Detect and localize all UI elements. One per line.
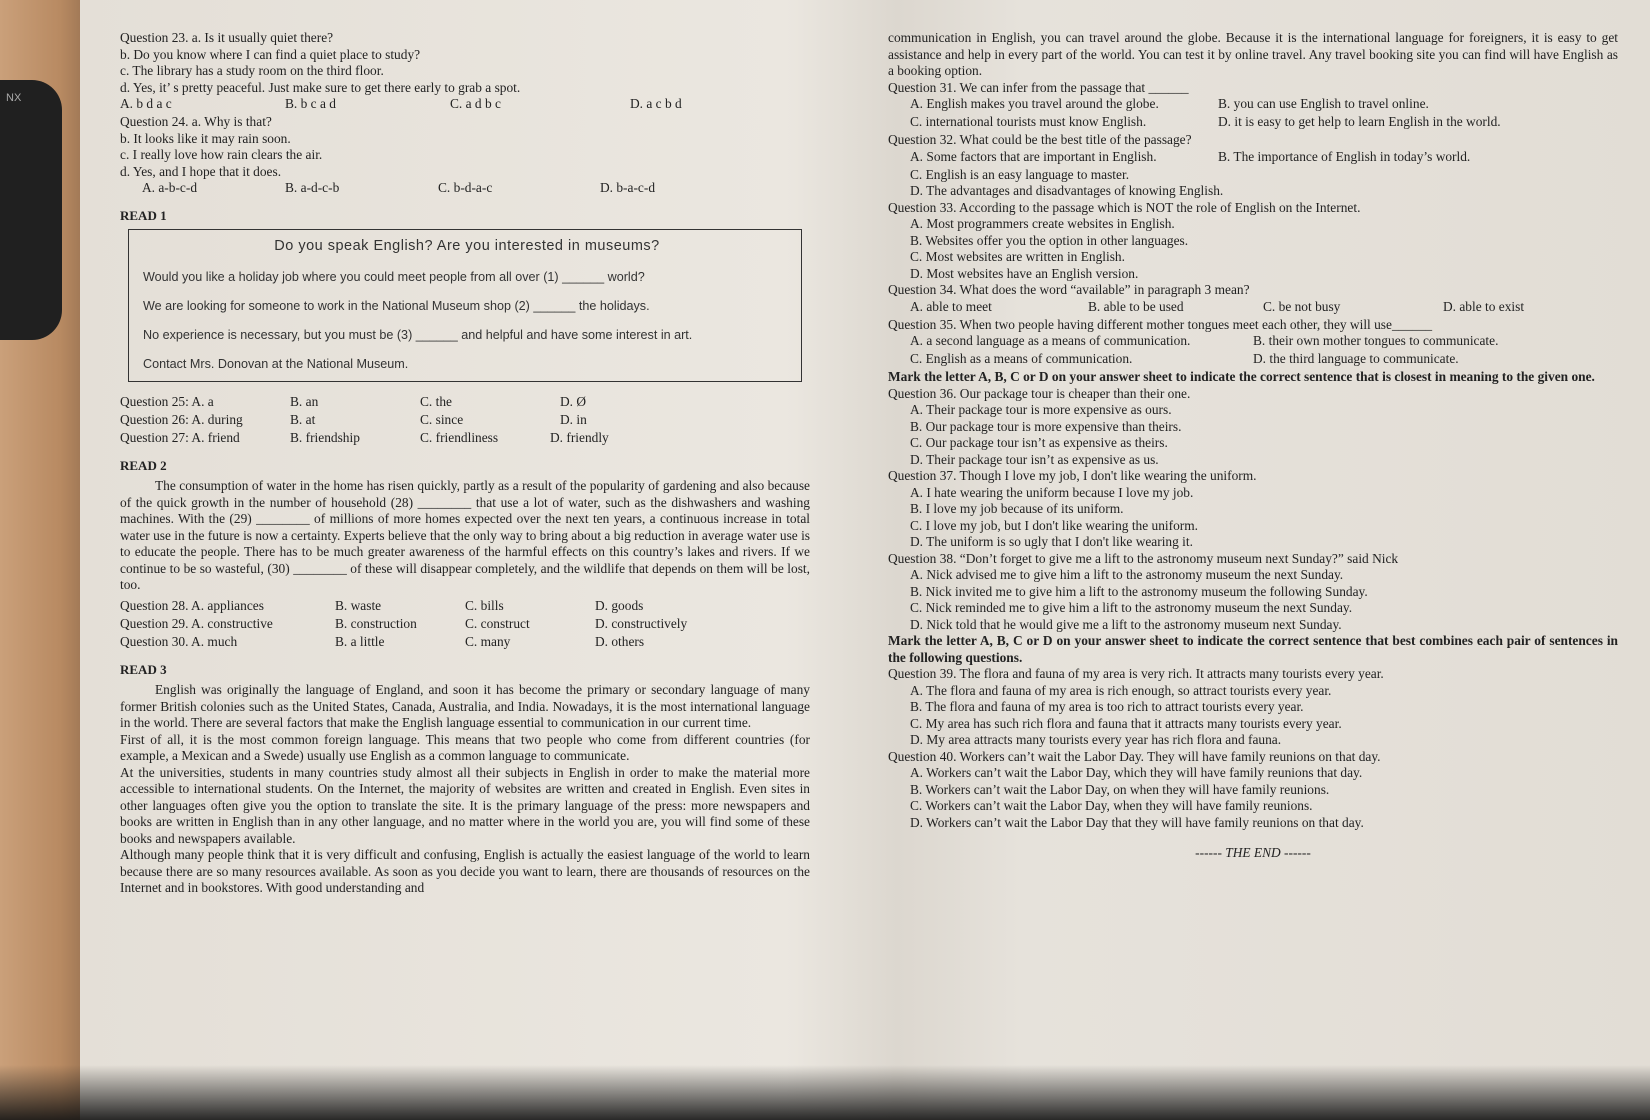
q23-option-d: D. a c b d xyxy=(630,96,682,111)
q26-option-b: B. at xyxy=(290,411,316,427)
read-3-continuation: communication in English, you can travel around the globe. Because it is the international language for foreigners, it is easy to get assistance and help in every part of the world. You can test it by online travel. Any travel booking site you can find will have English as a booking option. xyxy=(888,30,1618,78)
q33-option-c: C. Most websites are written in English. xyxy=(910,249,1125,264)
right-column xyxy=(888,30,1618,862)
read-2-label: READ 2 xyxy=(120,457,167,473)
q38-option-c: C. Nick reminded me to give him a lift to the astronomy museum the next Sunday. xyxy=(910,600,1353,615)
q23-option-a: A. b d a c xyxy=(120,96,172,111)
read-3-label: READ 3 xyxy=(120,661,167,677)
q24-option-b: B. a-d-c-b xyxy=(285,180,340,195)
q25-option-b: B. an xyxy=(290,393,319,409)
q25-option-a: Question 25: A. a xyxy=(120,393,214,409)
q29-option-b: B. construction xyxy=(335,615,417,631)
q35-option-b: B. their own mother tongues to communicate. xyxy=(1253,333,1499,348)
q30-options xyxy=(120,634,810,652)
q39-option-c: C. My area has such rich flora and fauna that it attracts many tourists every year. xyxy=(910,715,1342,731)
q37-option-d: D. The uniform is so ugly that I don't like wearing it. xyxy=(910,534,1193,549)
read-3-paragraph-2: First of all, it is the most common foreign language. This means that two people who come from different countries (for example, a Mexican and a Swede) usually use English as a common language to communicate. xyxy=(120,731,810,763)
q40-head: Question 40. Workers can’t wait the Labor Day. They will have family reunions on that day. xyxy=(888,748,1381,764)
q35-option-a: A. a second language as a means of communication. xyxy=(910,333,1191,348)
q26-option-a: Question 26: A. during xyxy=(120,411,243,427)
q38-option-d: D. Nick told that he would give me a lift to the astronomy museum next Sunday. xyxy=(910,616,1342,632)
q38-option-a: A. Nick advised me to give him a lift to the astronomy museum the next Sunday. xyxy=(910,567,1344,582)
q29-option-c: C. construct xyxy=(465,615,530,631)
instruction-combine-sentences: Mark the letter A, B, C or D on your answer sheet to indicate the correct sentence that best combines each pair of sentences in the following questions. xyxy=(888,633,1618,665)
q29-option-a: Question 29. A. constructive xyxy=(120,615,273,631)
q23-line-b: b. Do you know where I can find a quiet place to study? xyxy=(120,46,421,62)
q33-option-d: D. Most websites have an English version. xyxy=(910,265,1139,281)
q37-option-c: C. I love my job, but I don't like wearing the uniform. xyxy=(910,517,1199,533)
q31-head: Question 31. We can infer from the passage that ______ xyxy=(888,79,1189,95)
q24-option-c: C. b-d-a-c xyxy=(438,180,493,195)
q33-head: Question 33. According to the passage which is NOT the role of English on the Internet. xyxy=(888,199,1361,215)
q28-option-c: C. bills xyxy=(465,597,504,613)
question-23 xyxy=(120,30,810,114)
advert-paragraph-2: We are looking for someone to work in the National Museum shop (2) ______ the holidays. xyxy=(143,298,650,313)
q24-option-a: A. a-b-c-d xyxy=(142,180,198,195)
instruction-closest-meaning: Mark the letter A, B, C or D on your answer sheet to indicate the correct sentence that is closest in meaning to the given one. xyxy=(888,369,1595,384)
q27-option-d: D. friendly xyxy=(550,429,609,445)
q23-option-c: C. a d b c xyxy=(450,96,501,111)
q32-options-row-1 xyxy=(888,149,1618,167)
q31-option-c: C. international tourists must know English. xyxy=(910,114,1147,129)
q37-option-b: B. I love my job because of its uniform. xyxy=(910,501,1124,516)
the-end: ------ THE END ------ xyxy=(1195,845,1311,860)
read-3-paragraph-4: Although many people think that it is very difficult and confusing, English is actually the easiest language of the world to learn because there are so many resources available. As soon as you decide you want to learn, there are thousands of resources on the Internet and in bookstores. With good understanding and xyxy=(120,847,810,895)
q34-option-d: D. able to exist xyxy=(1443,298,1525,314)
q28-option-a: Question 28. A. appliances xyxy=(120,597,264,613)
read-3-paragraph-3: At the universities, students in many countries study almost all their subjects in English in order to make the material more accessible to international students. On the Internet, the majority of websites are written and created in English. Even sites in other languages often give you the option to translate the site. It is the primary language of the press: more newspapers and books are written in English than in any other language, and no matter where in the world you are, you will find some of these books and newspapers available. xyxy=(120,764,810,846)
q36-option-d: D. Their package tour isn’t as expensive as us. xyxy=(910,451,1159,467)
q34-option-b: B. able to be used xyxy=(1088,298,1184,314)
q35-option-d: D. the third language to communicate. xyxy=(1253,351,1459,366)
question-24 xyxy=(120,114,810,198)
q23-line-c: c. The library has a study room on the third floor. xyxy=(120,63,384,78)
bottom-shadow xyxy=(0,1065,1650,1120)
q38-head: Question 38. “Don’t forget to give me a lift to the astronomy museum next Sunday?” said Nick xyxy=(888,550,1399,566)
q32-option-c: C. English is an easy language to master. xyxy=(910,166,1130,182)
q40-option-b: B. Workers can’t wait the Labor Day, on when they will have family reunions. xyxy=(910,781,1330,797)
q23-options xyxy=(120,96,810,114)
read-2-text: The consumption of water in the home has risen quickly, partly as a result of the popularity of gardening and also because of the quick growth in the number of household (28) ________ that use a lot of water, such as the dishwashers and washing machines. With the (29) ________ of millions of more homes expected over the next ten years, a continuous increase in total water use in the future is now a certainty. Experts believe that the only way to bring about a big reduction in average water use is to educate the people. There has to be much greater awareness of the harmful effects on this country’s lakes and rivers. If we continue to be so wasteful, (30) ________ of these will disappear completely, and the wildlife that depends on them will be lost, too. xyxy=(120,478,811,592)
read-1-label: READ 1 xyxy=(120,208,167,223)
q28-options xyxy=(120,598,810,616)
q35-options-row-2 xyxy=(888,351,1618,369)
q23-head: Question 23. a. Is it usually quiet there? xyxy=(120,30,334,45)
q36-option-a: A. Their package tour is more expensive as ours. xyxy=(910,402,1172,417)
q25-option-c: C. the xyxy=(420,393,452,409)
q39-option-b: B. The flora and fauna of my area is too rich to attract tourists every year. xyxy=(910,699,1304,714)
q25-options xyxy=(120,394,810,412)
q23-option-b: B. b c a d xyxy=(285,96,336,111)
q32-option-b: B. The importance of English in today’s world. xyxy=(1218,148,1471,164)
read-3-passage xyxy=(120,682,810,897)
q25-option-d: D. Ø xyxy=(560,393,587,409)
q39-option-d: D. My area attracts many tourists every year has rich flora and fauna. xyxy=(910,732,1282,747)
q36-option-b: B. Our package tour is more expensive than theirs. xyxy=(910,418,1182,434)
advert-paragraph-3: No experience is necessary, but you must be (3) ______ and helpful and have some interest in art. xyxy=(143,327,693,342)
q34-options xyxy=(888,299,1618,317)
q37-head: Question 37. Though I love my job, I don't like wearing the uniform. xyxy=(888,468,1257,483)
q23-line-d: d. Yes, it’ s pretty peaceful. Just make sure to get there early to grab a spot. xyxy=(120,79,521,95)
q24-head: Question 24. a. Why is that? xyxy=(120,114,272,129)
q31-option-d: D. it is easy to get help to learn English in the world. xyxy=(1218,114,1501,129)
q34-head: Question 34. What does the word “available” in paragraph 3 mean? xyxy=(888,282,1250,297)
phone xyxy=(0,80,62,340)
q33-option-a: A. Most programmers create websites in English. xyxy=(910,216,1175,231)
q32-option-a: A. Some factors that are important in English. xyxy=(910,148,1157,164)
phone-label: NX xyxy=(6,92,22,104)
q35-options-row-1 xyxy=(888,333,1618,351)
q27-option-c: C. friendliness xyxy=(420,429,499,445)
left-column xyxy=(120,30,810,897)
q30-option-c: C. many xyxy=(465,633,511,649)
read-1-advert-box xyxy=(128,229,802,382)
q24-line-d: d. Yes, and I hope that it does. xyxy=(120,163,282,179)
q28-option-d: D. goods xyxy=(595,597,644,613)
q35-option-c: C. English as a means of communication. xyxy=(910,351,1133,366)
q29-option-d: D. constructively xyxy=(595,615,688,631)
q26-option-d: D. in xyxy=(560,411,587,427)
q24-option-d: D. b-a-c-d xyxy=(600,180,656,195)
q40-option-c: C. Workers can’t wait the Labor Day, when they will have family reunions. xyxy=(910,798,1313,813)
q39-option-a: A. The flora and fauna of my area is rich enough, so attract tourists every year. xyxy=(910,682,1332,698)
q31-options-row-1 xyxy=(888,96,1618,114)
advert-paragraph-1: Would you like a holiday job where you could meet people from all over (1) ______ world? xyxy=(143,269,645,284)
q31-option-b: B. you can use English to travel online. xyxy=(1218,96,1429,111)
q28-option-b: B. waste xyxy=(335,597,382,613)
q36-head: Question 36. Our package tour is cheaper than their one. xyxy=(888,385,1191,401)
q35-head: Question 35. When two people having different mother tongues meet each other, they will use______ xyxy=(888,316,1433,332)
q30-option-d: D. others xyxy=(595,633,645,649)
q38-option-b: B. Nick invited me to give him a lift to the astronomy museum the following Sunday. xyxy=(910,583,1368,599)
q27-options xyxy=(120,430,810,448)
q27-option-a: Question 27: A. friend xyxy=(120,429,240,445)
q34-option-a: A. able to meet xyxy=(910,298,992,314)
q32-option-d: D. The advantages and disadvantages of knowing English. xyxy=(910,183,1224,198)
q32-head: Question 32. What could be the best title of the passage? xyxy=(888,132,1192,147)
q40-option-d: D. Workers can’t wait the Labor Day that they will have family reunions on that day. xyxy=(910,814,1364,830)
q40-option-a: A. Workers can’t wait the Labor Day, which they will have family reunions that day. xyxy=(910,765,1363,780)
q24-line-b: b. It looks like it may rain soon. xyxy=(120,130,291,146)
q31-options-row-2 xyxy=(888,114,1618,132)
q27-option-b: B. friendship xyxy=(290,429,360,445)
q39-head: Question 39. The flora and fauna of my area is very rich. It attracts many tourists every year. xyxy=(888,666,1384,681)
q33-option-b: B. Websites offer you the option in other languages. xyxy=(910,232,1189,248)
q26-options xyxy=(120,412,810,430)
read-3-paragraph-1: English was originally the language of England, and soon it has become the primary or secondary language of many former British colonies such as the United States, Canada, Australia, and India. Nowadays, it is the most international language in the world. There are several factors that make the English language essential to communication in our current time. xyxy=(120,682,810,730)
q30-option-b: B. a little xyxy=(335,633,385,649)
q24-options xyxy=(120,180,810,198)
q30-option-a: Question 30. A. much xyxy=(120,633,238,649)
advert-paragraph-4: Contact Mrs. Donovan at the National Museum. xyxy=(143,356,409,371)
q34-option-c: C. be not busy xyxy=(1263,298,1341,314)
q31-option-a: A. English makes you travel around the globe. xyxy=(910,96,1159,111)
q24-line-c: c. I really love how rain clears the air. xyxy=(120,147,323,162)
read-2-passage xyxy=(120,478,810,594)
q36-option-c: C. Our package tour isn’t as expensive as theirs. xyxy=(910,435,1168,450)
q37-option-a: A. I hate wearing the uniform because I love my job. xyxy=(910,484,1194,500)
advert-title: Do you speak English? Are you interested in museums? xyxy=(274,237,660,254)
q29-options xyxy=(120,616,810,634)
q26-option-c: C. since xyxy=(420,411,464,427)
